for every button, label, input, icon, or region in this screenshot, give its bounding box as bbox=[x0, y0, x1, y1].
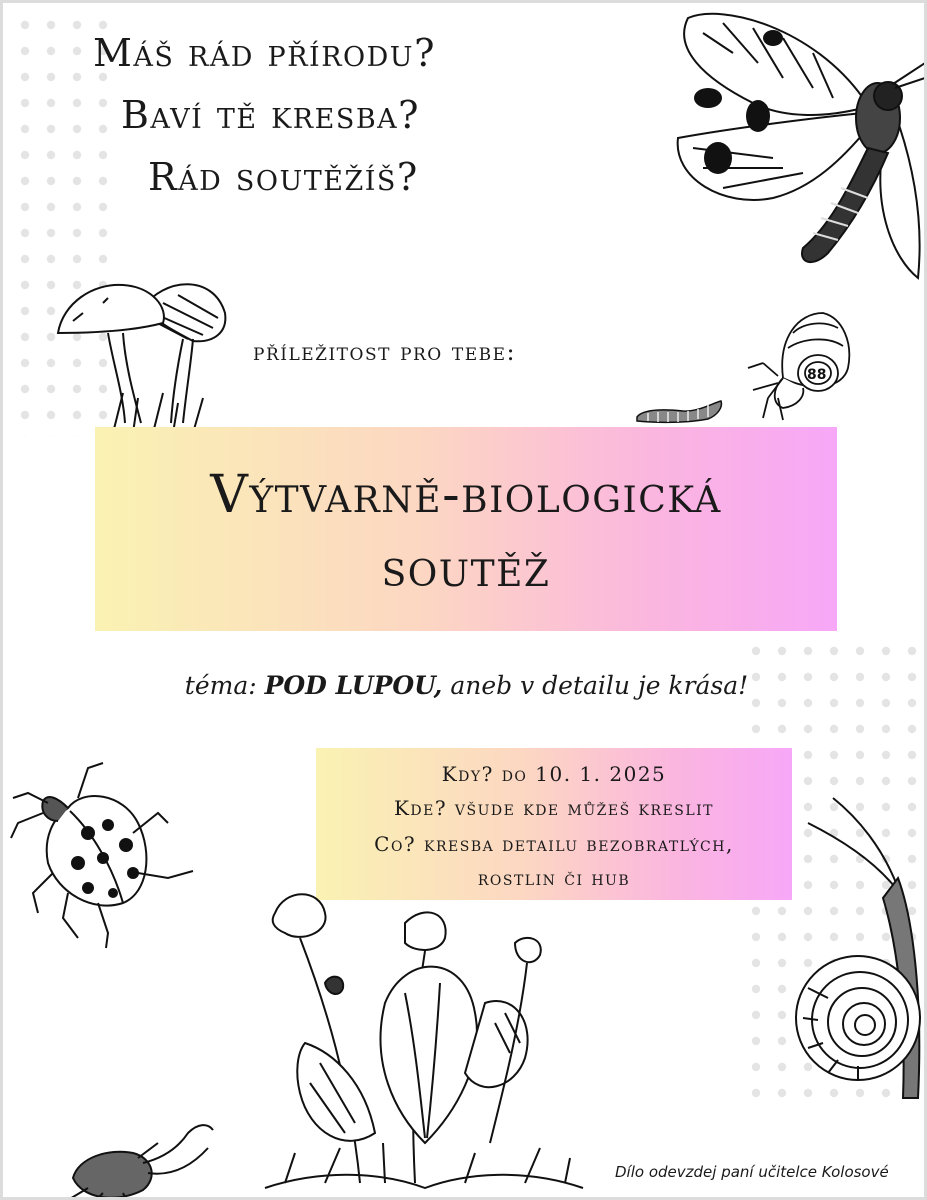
svg-text:88: 88 bbox=[807, 367, 827, 383]
intro-question-2: Baví tě kresba? bbox=[121, 93, 421, 137]
caterpillar-illustration bbox=[633, 391, 725, 425]
info-where: Kde? všude kde můžeš kreslit bbox=[393, 796, 715, 820]
title-banner bbox=[95, 427, 837, 631]
info-what-1: Co? kresba detailu bezobratlých, bbox=[374, 832, 734, 856]
intro-question-1: Máš rád přírodu? bbox=[93, 31, 436, 75]
topic-prefix: téma: bbox=[184, 671, 257, 700]
topic-suffix: aneb v detailu je krása! bbox=[450, 671, 749, 700]
info-when: Kdy? do 10. 1. 2025 bbox=[441, 762, 667, 786]
info-what-2: rostlin či hub bbox=[477, 866, 631, 890]
title-line-1: Výtvarně-biologická bbox=[210, 465, 722, 525]
title-line-2: soutěž bbox=[381, 539, 551, 599]
ladybug-illustration bbox=[8, 753, 198, 953]
topic-highlight: POD LUPOU, bbox=[264, 671, 443, 700]
submission-note: Dílo odevzdej paní učitelce Kolosové bbox=[615, 1163, 889, 1181]
beetle-illustration bbox=[58, 1118, 218, 1200]
lead-text: příležitost pro tebe: bbox=[253, 338, 517, 366]
info-banner bbox=[316, 748, 792, 900]
butterfly-illustration bbox=[743, 308, 858, 426]
topic-line bbox=[3, 671, 927, 700]
mushroom-illustration bbox=[53, 273, 233, 433]
flower-illustration bbox=[265, 883, 583, 1193]
snail-illustration bbox=[788, 788, 927, 1108]
intro-question-3: Rád soutěžíš? bbox=[148, 155, 419, 199]
moth-illustration bbox=[663, 8, 925, 293]
